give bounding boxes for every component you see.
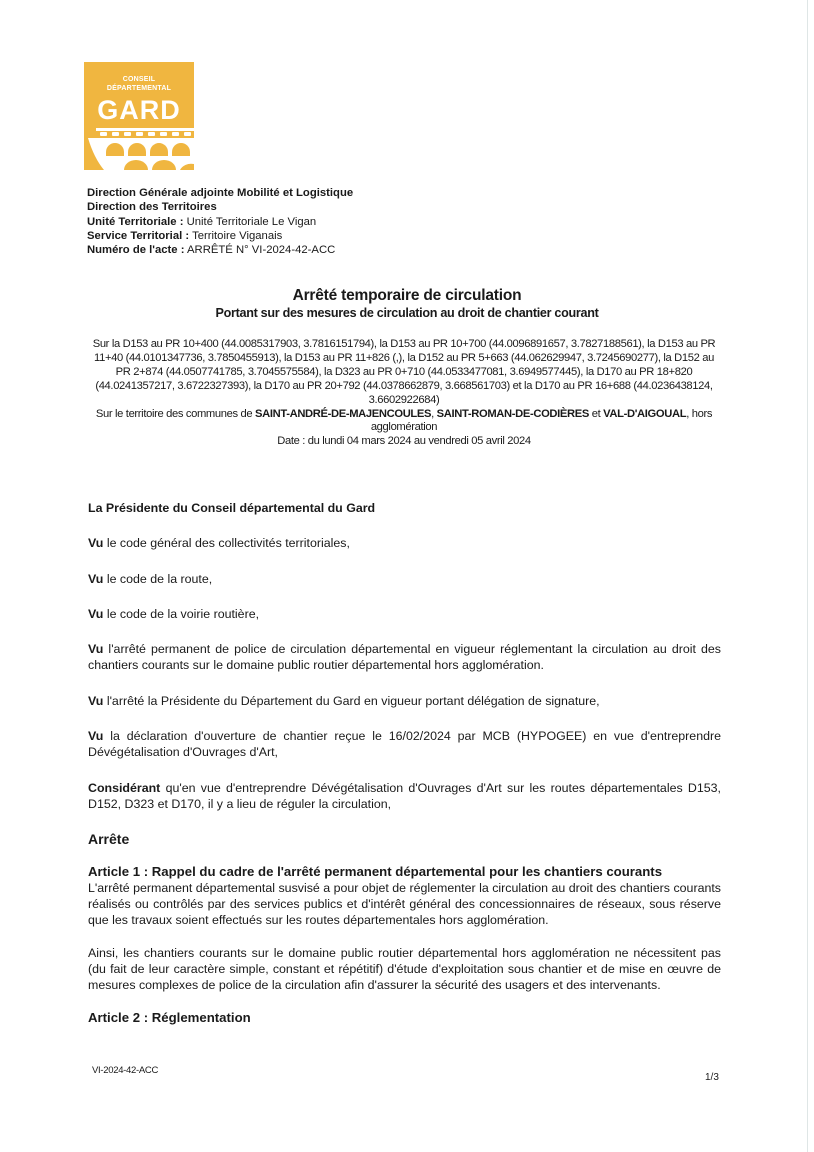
article-2-title: Article 2 : Réglementation [88,1009,251,1025]
date-range: Date : du lundi 04 mars 2024 au vendredi 05 avril 2024 [277,435,531,448]
page-number: 1/3 [705,1072,719,1083]
article-1-paragraph-1: L'arrêté permanent départemental susvisé a pour objet de réglementer la circulation au droit des chantiers courants réalisés ou contrôlés par des services publics et d'intérêt général des concessionnaires de réseaux, sous réserve que les travaux soient effectués sur les routes départementales hors agglomération. [88,880,721,928]
unite-territoriale: Unité Territoriale : Unité Territoriale Le Vigan [87,215,317,228]
arrete-heading: Arrête [88,831,130,848]
direction: Direction des Territoires [87,201,217,214]
document-subtitle: Portant sur des mesures de circulation au droit de chantier courant [215,306,599,320]
communes-line: Sur le territoire des communes de SAINT-ANDRÉ-DE-MAJENCOULES, SAINT-ROMAN-DE-CODIÈRES et VAL-D'AIGOUAL, hors agglomération [95,407,713,434]
document-title-block [0,287,814,321]
numero-acte: Numéro de l'acte : ARRÊTÉ N° VI-2024-42-ACC [87,244,336,257]
article-1-paragraph-2: Ainsi, les chantiers courants sur le domaine public routier départemental hors agglomération ne nécessitent pas (du fait de leur caractère simple, constant et répétitif) d'étude d'exploitation sous chantier et de mise en œuvre de mesures complexes de police de la circulation afin d'assurer la sécurité des usagers et des intervenants. [88,945,721,993]
logo-line-gard: GARD [97,95,181,125]
logo-line-conseil: CONSEIL [122,76,156,83]
page-edge-line [807,0,808,1152]
pont-du-gard-icon [84,128,194,170]
president-heading: La Présidente du Conseil départemental du Gard [88,501,376,515]
vu-item: Vu la déclaration d'ouverture de chantier reçue le 16/02/2024 par MCB (HYPOGEE) en vue d'entreprendre Dévégétalisation d'Ouvrages d'Art, [88,729,721,760]
direction-generale: Direction Générale adjointe Mobilité et Logistique [87,187,354,199]
vu-item: Vu l'arrêté la Présidente du Département du Gard en vigueur portant délégation de signature, [88,693,600,708]
vu-item: Vu le code de la route, [88,571,213,586]
document-body [88,500,721,1026]
logo-line-departemental: DÉPARTEMENTAL [106,85,172,92]
vu-item: Vu le code de la voirie routière, [88,606,260,621]
document-title: Arrêté temporaire de circulation [292,287,522,304]
conseil-departemental-gard-logo [84,62,194,170]
article-1-title: Article 1 : Rappel du cadre de l'arrêté permanent départemental pour les chantiers courants [88,863,663,879]
considerant-paragraph: Considérant qu'en vue d'entreprendre Dévégétalisation d'Ouvrages d'Art sur les routes départementales D153, D152, D323 et D170, il y a lieu de réguler la circulation, [88,780,721,811]
vu-item: Vu le code général des collectivités territoriales, [88,536,350,551]
issuing-authority-block [87,186,353,257]
vu-item: Vu l'arrêté permanent de police de circulation départemental en vigueur réglementant la circulation au droit des chantiers courants sur le domaine public routier départemental hors agglomération. [88,642,721,673]
service-territorial: Service Territorial : Territoire Viganais [87,229,283,242]
location-block [86,338,722,449]
roads-list: Sur la D153 au PR 10+400 (44.0085317903, 3.7816151794), la D153 au PR 10+700 (44.0096891657, 3.7827188561), la D153 au PR 11+40 (44.0101347736, 3.7850455913), la D153 au PR 11+826 (,), la D152 au PR 5+663 (44.062629947, 3.7245690277), la D152 au PR 2+874 (44.0507741785, 3.7045575584), la D323 au PR 0+710 (44.0533477081, 3.6949577445), la D170 au PR 18+820 (44.0241357217, 3.6722327393), la D170 au PR 20+792 (44.0378662879, 3.668561703) et la D170 au PR 16+688 (44.0236438124, 3.6602922684) [92,338,716,406]
footer-reference: VI-2024-42-ACC [92,1065,159,1076]
